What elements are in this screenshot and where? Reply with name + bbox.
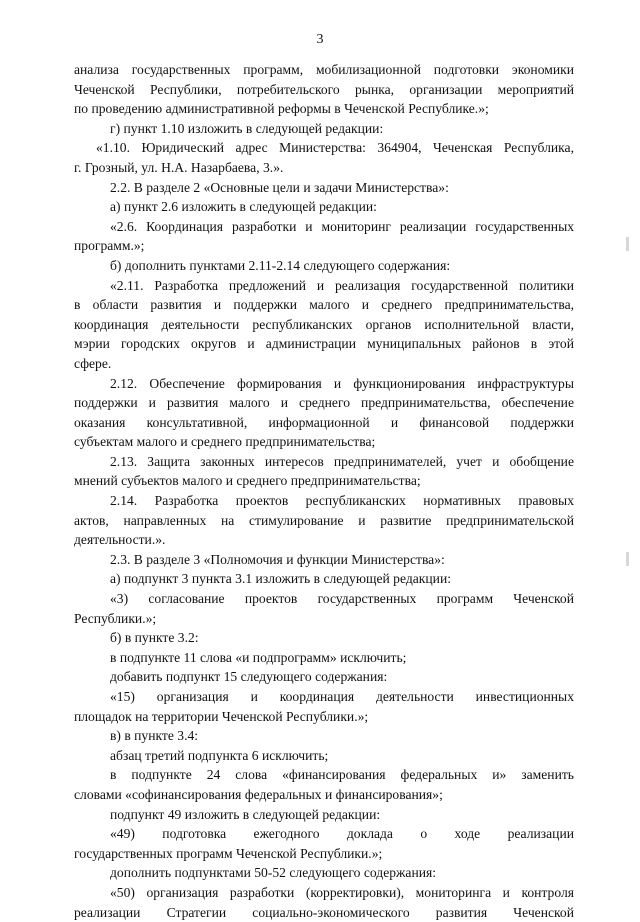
text-line: добавить подпункт 15 следующего содержания: (110, 669, 388, 685)
text-line: абзац третий подпункта 6 исключить; (110, 747, 329, 763)
text-line: реализации Стратегии социально-экономического развития Чеченской (74, 904, 574, 920)
text-line: анализа государственных программ, мобилизационной подготовки экономики (74, 62, 574, 77)
text-line: в подпункте 11 слова «и подпрограмм» исключить; (110, 649, 407, 665)
text-line: «2.6. Координация разработки и мониторинг реализации государственных (110, 218, 574, 234)
text-line: г. Грозный, ул. Н.А. Назарбаева, 3.». (74, 159, 284, 175)
text-line: координация деятельности республиканских органов исполнительной власти, (74, 316, 574, 332)
text-line: г) пункт 1.10 изложить в следующей редакции: (110, 120, 384, 136)
text-line: в подпункте 24 слова «финансирования федеральных и» заменить (110, 767, 574, 783)
text-line: 2.13. Защита законных интересов предпринимателей, учет и обобщение (110, 453, 574, 469)
text-line: площадок на территории Чеченской Республики.»; (74, 708, 369, 724)
scan-artifact (626, 552, 629, 566)
text-line: «2.11. Разработка предложений и реализация государственной политики (110, 277, 574, 293)
text-line: оказания консультативной, информационной и финансовой поддержки (74, 414, 574, 430)
text-line: программ.»; (74, 238, 145, 254)
text-line: «15) организация и координация деятельности инвестиционных (110, 689, 574, 704)
text-line: 2.2. В разделе 2 «Основные цели и задачи Министерства»: (110, 179, 449, 195)
text-line: мэрии городских округов и администрации муниципальных районов в этой (74, 336, 574, 352)
text-line: дополнить подпунктами 50-52 следующего содержания: (110, 865, 437, 881)
text-line: а) пункт 2.6 изложить в следующей редакции: (110, 199, 377, 215)
text-line: «50) организация разработки (корректировки), мониторинга и контроля (110, 884, 574, 900)
text-line: в) в пункте 3.4: (110, 728, 199, 744)
text-line: Республики.»; (74, 610, 157, 626)
text-line: а) подпункт 3 пункта 3.1 изложить в следующей редакции: (110, 571, 451, 587)
text-line: в области развития и поддержки малого и среднего предпринимательства, (74, 297, 574, 313)
text-line: по проведению административной реформы в Чеченской Республике.»; (74, 101, 489, 117)
text-line: словами «софинансирования федеральных и финансирования»; (74, 786, 443, 802)
text-line: «49) подготовка ежегодного доклада о ходе реализации (110, 826, 574, 842)
text-line: б) в пункте 3.2: (110, 630, 199, 646)
text-line: 2.14. Разработка проектов республиканских нормативных правовых (110, 493, 574, 509)
text-line: деятельности.». (74, 532, 166, 548)
text-line: б) дополнить пунктами 2.11-2.14 следующего содержания: (110, 257, 451, 273)
text-line: государственных программ Чеченской Республики.»; (74, 845, 383, 861)
page-number: 3 (316, 32, 324, 47)
text-line: «1.10. Юридический адрес Министерства: 364904, Чеченская Республика, (96, 140, 574, 156)
text-line: 2.3. В разделе 3 «Полномочия и функции Министерства»: (110, 551, 445, 567)
text-line: сфере. (74, 355, 112, 371)
text-line: мнений субъектов малого и среднего предпринимательства; (74, 473, 421, 489)
text-line: подпункт 49 изложить в следующей редакции: (110, 806, 381, 822)
text-line: 2.12. Обеспечение формирования и функционирования инфраструктуры (110, 375, 574, 391)
text-line: Чеченской Республики, потребительского рынка, организации мероприятий (74, 81, 574, 97)
text-line: поддержки и развития малого и среднего предпринимательства, обеспечение (74, 395, 574, 411)
scan-artifact (626, 237, 629, 251)
text-line: субъектам малого и среднего предпринимательства; (74, 434, 376, 450)
text-line: «3) согласование проектов государственных программ Чеченской (110, 591, 574, 607)
text-line: актов, направленных на стимулирование и развитие предпринимательской (74, 512, 574, 528)
document-body (74, 60, 574, 922)
